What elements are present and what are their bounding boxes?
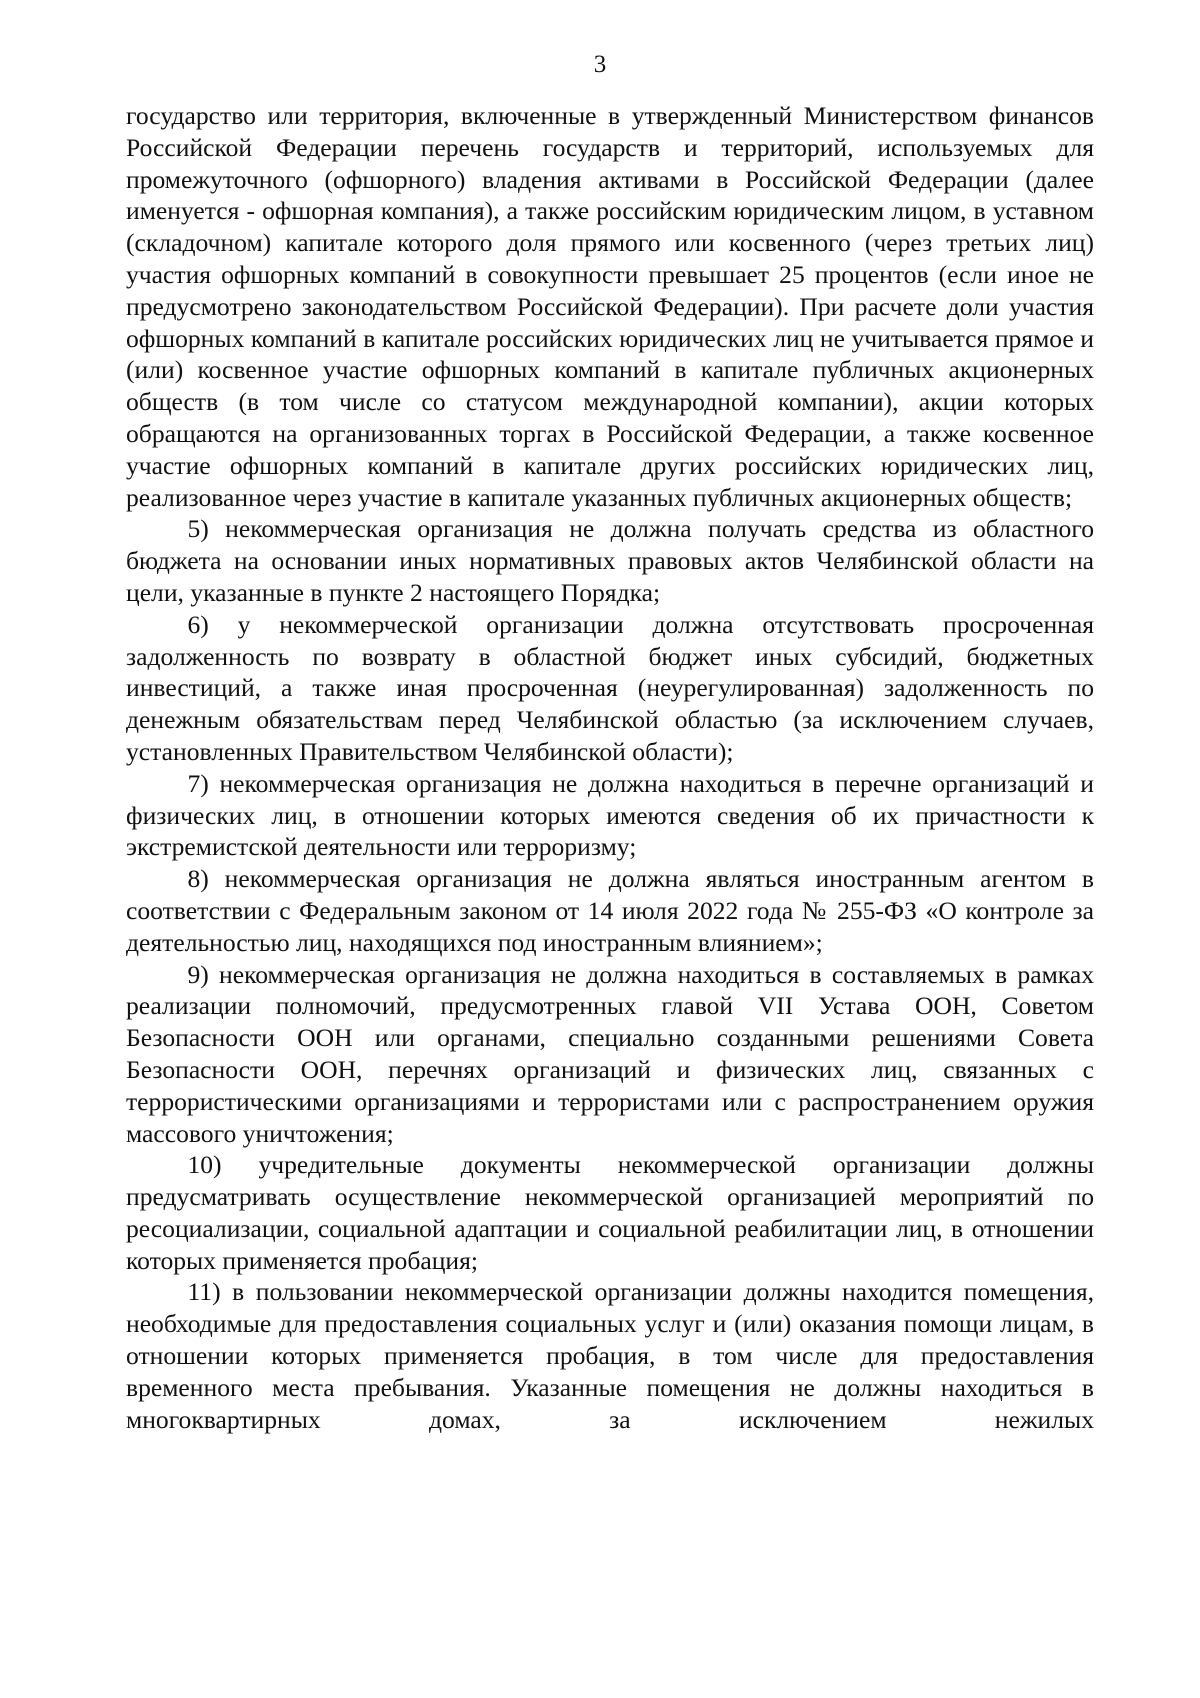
paragraph-item-5: 5) некоммерческая организация не должна получать средства из областного бюджета на основании иных нормативных правовых актов Челябинской области на цели, указанные в пункте 2 настоящего Порядка; <box>126 514 1094 607</box>
paragraph-item-10: 10) учредительные документы некоммерческой организации должны предусматривать осуществление некоммерческой организацией мероприятий по ресоциализации, социальной адаптации и социальной реабилитации лиц, в отношении которых применяется пробация; <box>126 1150 1094 1275</box>
document-body <box>126 100 1094 1435</box>
paragraph-item-11: 11) в пользовании некоммерческой организации должны находится помещения, необходимые для предоставления социальных услуг и (или) оказания помощи лицам, в отношении которых применяется пробация, в том числе для предоставления временного места пребывания. Указанные помещения не должны находиться в многоквартирных домах, за исключением нежилых <box>126 1277 1094 1434</box>
paragraph-item-8: 8) некоммерческая организация не должна являться иностранным агентом в соответствии с Федеральным законом от 14 июля 2022 года № 255-ФЗ «О контроле за деятельностью лиц, находящихся под иностранным влиянием»; <box>126 864 1094 957</box>
paragraph-item-9: 9) некоммерческая организация не должна находиться в составляемых в рамках реализации полномочий, предусмотренных главой VII Устава ООН, Советом Безопасности ООН или органами, специально созданными решениями Совета Безопасности ООН, перечнях организаций и физических лиц, связанных с террористическими организациями и террористами или с распространением оружия массового уничтожения; <box>126 959 1094 1148</box>
page-number: 3 <box>593 51 607 78</box>
paragraph-item-7: 7) некоммерческая организация не должна находиться в перечне организаций и физических лиц, в отношении которых имеются сведения об их причастности к экстремистской деятельности или терроризму; <box>126 768 1094 862</box>
paragraph-item-6: 6) у некоммерческой организации должна отсутствовать просроченная задолженность по возврату в областной бюджет иных субсидий, бюджетных инвестиций, а также иная просроченная (неурегулированная) задолженность по денежным обязательствам перед Челябинской областью (за исключением случаев, установленных Правительством Челябинской области); <box>126 609 1094 766</box>
paragraph-continuation: государство или территория, включенные в утвержденный Министерством финансов Российской Федерации перечень государств и территорий, используемых для промежуточного (офшорного) владения активами в Российской Федерации (далее именуется - офшорная компания), а также российским юридическим лицом, в уставном (складочном) капитале которого доля прямого или косвенного (через третьих лиц) участия офшорных компаний в совокупности превышает 25 процентов (если иное не предусмотрено законодательством Российской Федерации). При расчете доли участия офшорных компаний в капитале российских юридических лиц не учитывается прямое и (или) косвенное участие офшорных компаний в капитале публичных акционерных обществ (в том числе со статусом международной компании), акции которых обращаются на организованных торгах в Российской Федерации, а также косвенное участие офшорных компаний в капитале других российских юридических лиц, реализованное через участие в капитале указанных публичных акционерных обществ; <box>126 101 1094 512</box>
